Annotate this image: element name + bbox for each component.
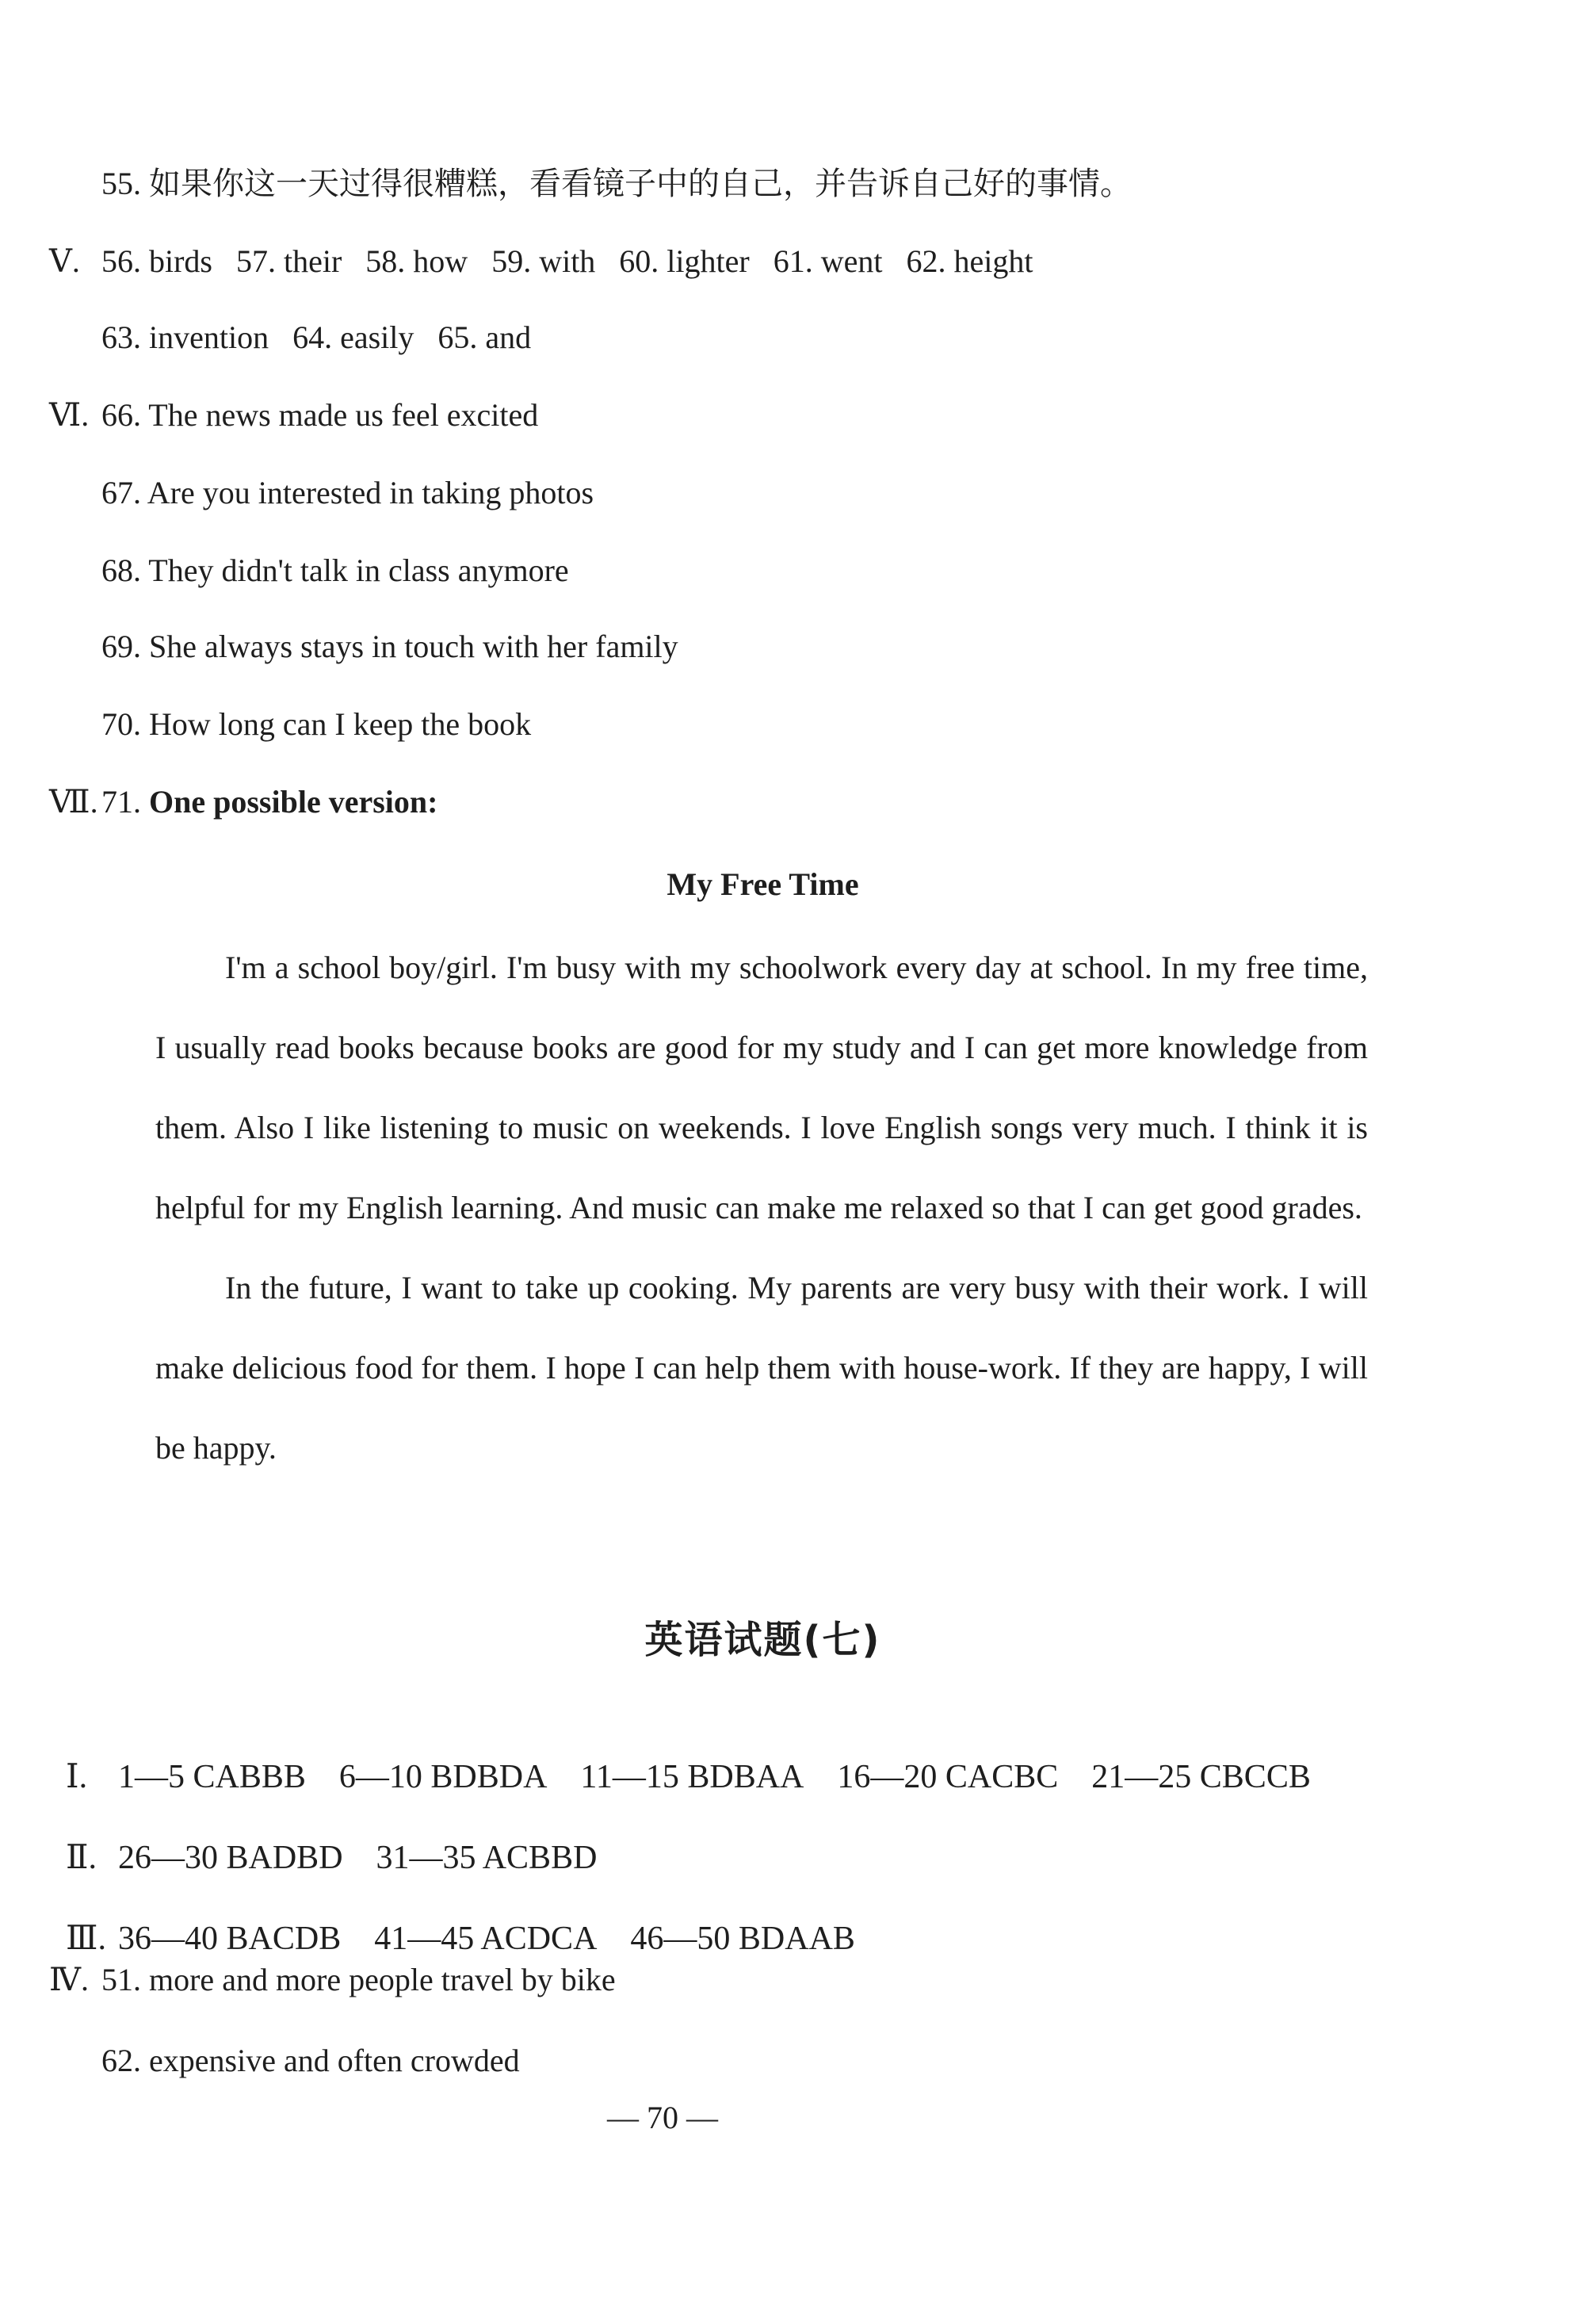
- essay-paragraph-2: In the future, I want to take up cooking. My parents are very busy with their work. I will make delicious food for them. I hope I can help them with house-work. If they are happy, I will be happy.: [155, 1270, 1368, 1466]
- answer-group: 31—35 ACBBD: [376, 1840, 598, 1876]
- answer-line-70: [49, 704, 531, 745]
- answer-group: 46—50 BDAAB: [630, 1921, 855, 1957]
- answer-line-67: [49, 472, 594, 514]
- section-title: 英语试题(七): [644, 1618, 881, 1662]
- page-number: — 70 —: [607, 2100, 718, 2135]
- essay-title: My Free Time: [667, 866, 859, 902]
- roman-numeral: Ⅲ.: [66, 1921, 107, 1957]
- roman-numeral: Ⅵ.: [49, 397, 90, 433]
- line-text: 62. expensive and often crowded: [101, 2043, 520, 2078]
- answer-line-62: [49, 2040, 520, 2081]
- line-text: 55. 如果你这一天过得很糟糕，看看镜子中的自己，并告诉自己好的事情。: [101, 166, 1132, 201]
- answer-line-55: [49, 163, 1132, 204]
- line-text: 66. The news made us feel excited: [101, 397, 539, 433]
- writing-number: 71.: [101, 784, 141, 820]
- line-text: 51. more and more people travel by bike: [101, 1962, 616, 1997]
- line-text: 70. How long can I keep the book: [101, 706, 532, 742]
- answer-row-iii: [49, 1877, 855, 1959]
- roman-numeral: Ⅴ.: [49, 243, 80, 279]
- answer-line-69: [49, 626, 678, 667]
- answer-line-iv: [49, 1959, 616, 2001]
- roman-numeral: Ⅰ.: [66, 1759, 88, 1795]
- roman-numeral: Ⅳ.: [49, 1962, 89, 1997]
- answer-group: 36—40 BACDB: [118, 1921, 342, 1957]
- answer-group: 21—25 CBCCB: [1091, 1759, 1311, 1795]
- answer-group: 16—20 CACBC: [837, 1759, 1059, 1795]
- writing-header: [49, 782, 437, 823]
- essay-paragraph-1: I'm a school boy/girl. I'm busy with my schoolwork every day at school. In my free time, I usually read books because books are good for my study and I can get more knowledge from them. Also I like listening to music on weekends. I love English songs very much. I think it is helpful for my English learning. And music can make me relaxed so that I can get good grades.: [155, 950, 1368, 1225]
- answer-line-v: [49, 241, 1033, 282]
- answer-group: 26—30 BADBD: [118, 1840, 343, 1876]
- line-text: 63. invention 64. easily 65. and: [101, 319, 532, 355]
- roman-numeral: Ⅱ.: [66, 1840, 97, 1876]
- answer-group: 1—5 CABBB: [118, 1759, 306, 1795]
- line-text: 68. They didn't talk in class anymore: [101, 552, 569, 588]
- answer-group: 6—10 BDBDA: [338, 1759, 548, 1795]
- answer-line-68: [49, 550, 569, 591]
- roman-numeral: Ⅶ.: [49, 784, 98, 820]
- line-text: 56. birds 57. their 58. how 59. with 60. lighter 61. went 62. height: [101, 243, 1033, 279]
- line-text: 67. Are you interested in taking photos: [101, 475, 594, 510]
- answer-line-vi: [49, 395, 538, 436]
- writing-label: One possible version:: [149, 784, 438, 820]
- answer-line-63: [49, 317, 531, 358]
- answer-row-i: [49, 1715, 1311, 1798]
- answer-group: 41—45 ACDCA: [374, 1921, 598, 1957]
- answer-group: 11—15 BDBAA: [580, 1759, 804, 1795]
- essay-body: [155, 927, 1368, 1488]
- line-text: 69. She always stays in touch with her family: [101, 629, 678, 664]
- answer-row-ii: [49, 1796, 597, 1879]
